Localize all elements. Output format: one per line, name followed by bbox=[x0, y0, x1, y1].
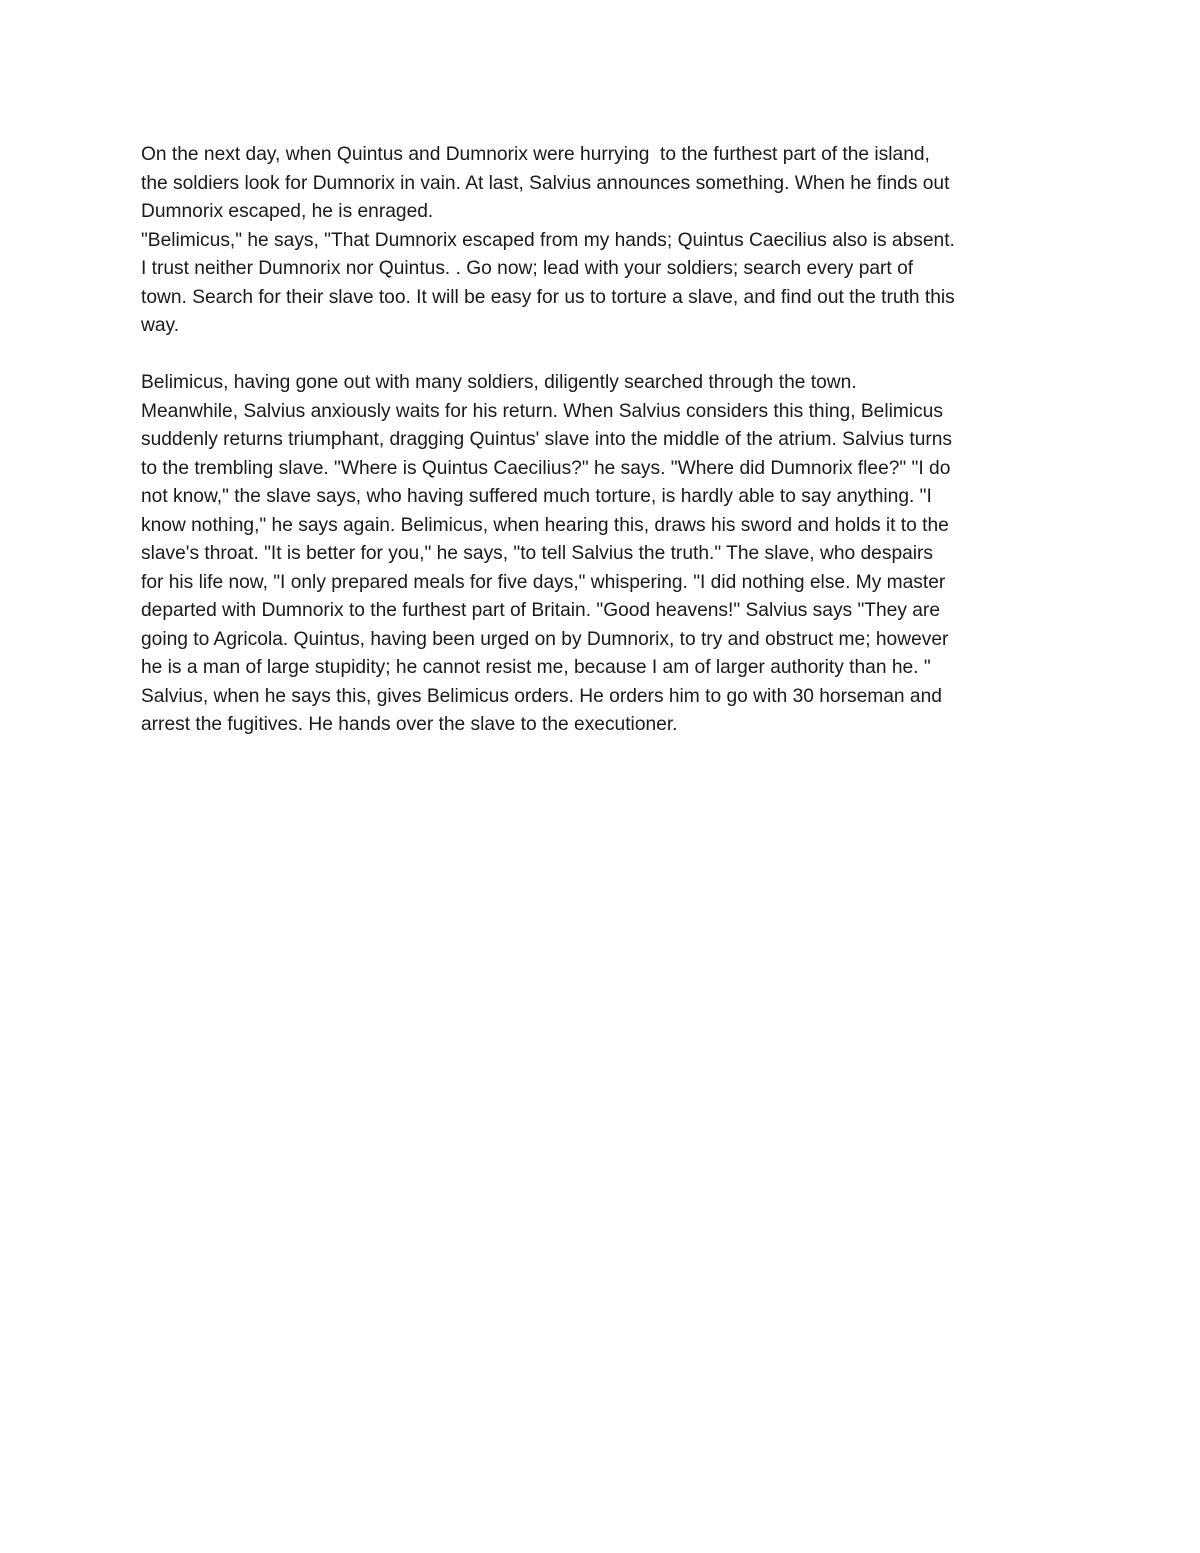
text-line: to the trembling slave. "Where is Quintus Caecilius?" he says. "Where did Dumnorix flee?" "I do bbox=[141, 457, 951, 479]
text-line: Belimicus, having gone out with many soldiers, diligently searched through the town. bbox=[141, 372, 857, 393]
text-line: going to Agricola. Quintus, having been urged on by Dumnorix, to try and obstruct me; however bbox=[141, 628, 949, 650]
text-line: the soldiers look for Dumnorix in vain. At last, Salvius announces something. When he finds out bbox=[141, 172, 950, 194]
text-line: I trust neither Dumnorix nor Quintus. . Go now; lead with your soldiers; search every part of bbox=[141, 258, 914, 279]
document-body bbox=[141, 141, 1066, 740]
text-line: Dumnorix escaped, he is enraged. bbox=[141, 201, 434, 222]
text-line: On the next day, when Quintus and Dumnorix were hurrying to the furthest part of the island, bbox=[141, 144, 930, 165]
text-line: Salvius, when he says this, gives Belimicus orders. He orders him to go with 30 horseman and bbox=[141, 685, 942, 707]
text-line: way. bbox=[141, 315, 180, 336]
text-line: departed with Dumnorix to the furthest part of Britain. "Good heavens!" Salvius says "They are bbox=[141, 600, 940, 621]
text-line: he is a man of large stupidity; he cannot resist me, because I am of larger authority than he. " bbox=[141, 657, 931, 678]
text-line: Meanwhile, Salvius anxiously waits for his return. When Salvius considers this thing, Belimicus bbox=[141, 400, 943, 422]
text-line: know nothing," he says again. Belimicus, when hearing this, draws his sword and holds it to the bbox=[141, 514, 949, 536]
text-line: "Belimicus," he says, "That Dumnorix escaped from my hands; Quintus Caecilius also is absent. bbox=[141, 229, 955, 251]
paragraph-1 bbox=[141, 141, 1066, 341]
text-line: not know," the slave says, who having suffered much torture, is hardly able to say anything. "I bbox=[141, 486, 932, 507]
text-line: arrest the fugitives. He hands over the slave to the executioner. bbox=[141, 714, 678, 735]
text-line: for his life now, "I only prepared meals for five days," whispering. "I did nothing else. My master bbox=[141, 571, 946, 593]
text-line: slave's throat. "It is better for you," he says, "to tell Salvius the truth." The slave, who despairs bbox=[141, 543, 934, 564]
paragraph-spacer bbox=[141, 341, 1066, 370]
paragraph-2 bbox=[141, 369, 1066, 740]
text-line: suddenly returns triumphant, dragging Quintus' slave into the middle of the atrium. Salvius turns bbox=[141, 429, 953, 450]
text-line: town. Search for their slave too. It will be easy for us to torture a slave, and find out the truth this bbox=[141, 286, 955, 308]
